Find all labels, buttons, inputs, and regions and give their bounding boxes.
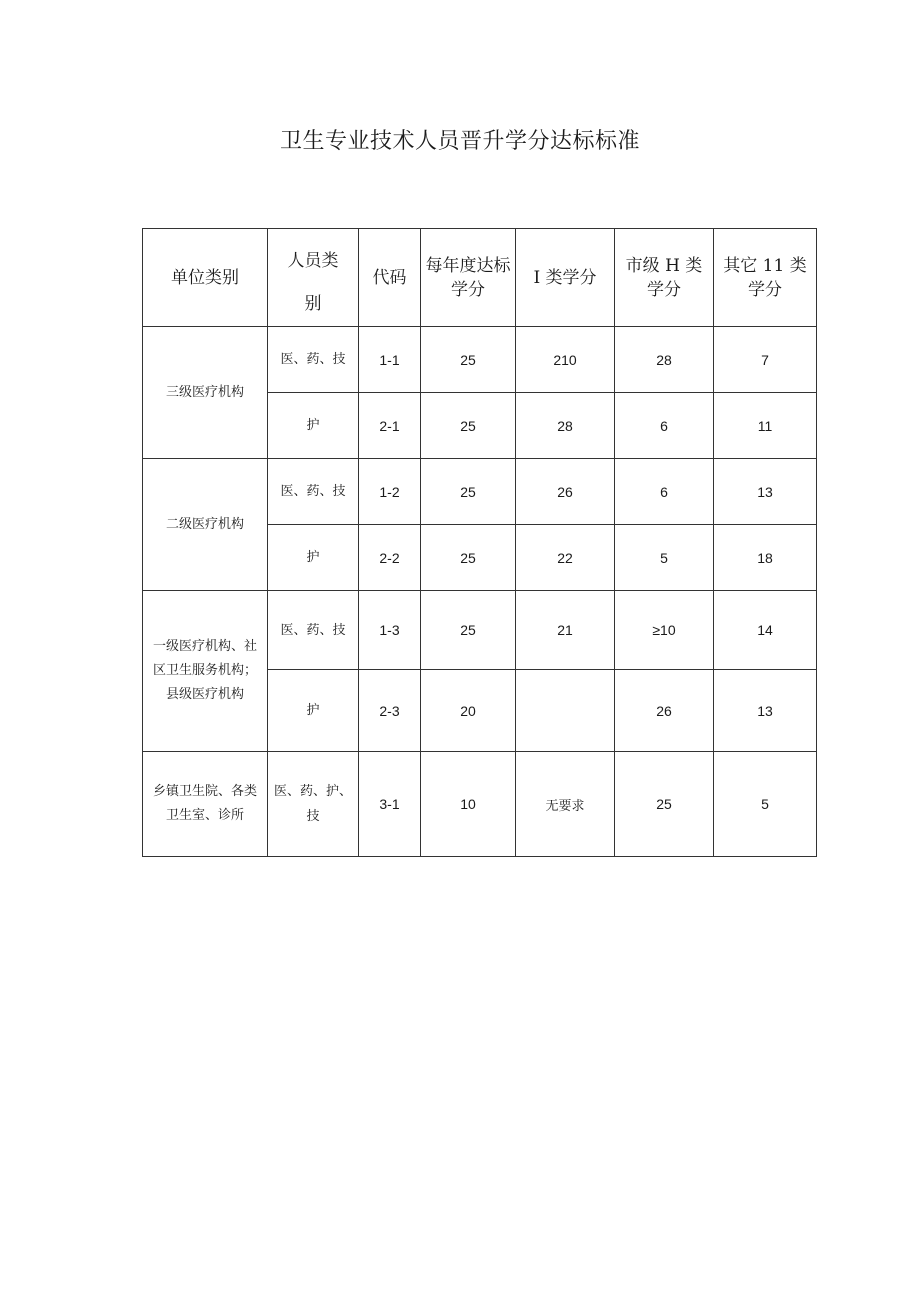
code-cell: 2-1 — [359, 393, 421, 459]
staff-category-cell: 医、药、技 — [268, 459, 359, 525]
city-credits-cell: 25 — [615, 752, 714, 857]
city-credits-cell: 6 — [615, 459, 714, 525]
annual-credits-cell: 25 — [421, 591, 516, 670]
class1-credits-cell: 28 — [516, 393, 615, 459]
table-row — [143, 459, 817, 525]
code-cell: 1-2 — [359, 459, 421, 525]
annual-credits-cell: 10 — [421, 752, 516, 857]
code-cell: 2-2 — [359, 525, 421, 591]
code-cell: 3-1 — [359, 752, 421, 857]
other-credits-cell: 7 — [714, 327, 817, 393]
unit-type-cell: 二级医疗机构 — [143, 459, 268, 591]
annual-credits-cell: 20 — [421, 670, 516, 752]
class1-credits-cell: 无要求 — [516, 752, 615, 857]
annual-credits-cell: 25 — [421, 525, 516, 591]
unit-type-cell: 一级医疗机构、社 区卫生服务机构； 县级医疗机构 — [143, 591, 268, 752]
other-credits-cell: 13 — [714, 670, 817, 752]
city-credits-cell: 28 — [615, 327, 714, 393]
other-credits-cell: 13 — [714, 459, 817, 525]
table-row — [143, 591, 817, 670]
table-row — [143, 327, 817, 393]
city-credits-cell: 5 — [615, 525, 714, 591]
class1-credits-cell — [516, 670, 615, 752]
staff-category-cell: 护 — [268, 670, 359, 752]
credit-standards-table — [142, 228, 817, 857]
staff-category-cell: 护 — [268, 525, 359, 591]
class1-credits-cell: 22 — [516, 525, 615, 591]
class1-credits-cell: 26 — [516, 459, 615, 525]
header-other-credits: 其它 11 类 学分 — [714, 229, 817, 327]
class1-credits-cell: 210 — [516, 327, 615, 393]
class1-credits-cell: 21 — [516, 591, 615, 670]
unit-type-cell: 三级医疗机构 — [143, 327, 268, 459]
staff-category-cell: 医、药、技 — [268, 591, 359, 670]
staff-category-cell: 医、药、技 — [268, 327, 359, 393]
annual-credits-cell: 25 — [421, 327, 516, 393]
city-credits-cell: 6 — [615, 393, 714, 459]
header-unit-type: 单位类别 — [143, 229, 268, 327]
other-credits-cell: 5 — [714, 752, 817, 857]
header-annual-credits: 每年度达标 学分 — [421, 229, 516, 327]
header-code: 代码 — [359, 229, 421, 327]
page-title: 卫生专业技术人员晋升学分达标标准 — [279, 129, 640, 154]
unit-type-cell: 乡镇卫生院、各类 卫生室、诊所 — [143, 752, 268, 857]
staff-category-cell: 医、药、护、 技 — [268, 752, 359, 857]
header-class1-credits: I 类学分 — [516, 229, 615, 327]
city-credits-cell: 26 — [615, 670, 714, 752]
code-cell: 1-3 — [359, 591, 421, 670]
annual-credits-cell: 25 — [421, 459, 516, 525]
code-cell: 1-1 — [359, 327, 421, 393]
annual-credits-cell: 25 — [421, 393, 516, 459]
header-city-credits: 市级 H 类 学分 — [615, 229, 714, 327]
header-row — [143, 229, 817, 327]
table-row — [143, 752, 817, 857]
other-credits-cell: 18 — [714, 525, 817, 591]
header-staff-category: 人员类 别 — [268, 229, 359, 327]
city-credits-cell: ≥10 — [615, 591, 714, 670]
code-cell: 2-3 — [359, 670, 421, 752]
other-credits-cell: 14 — [714, 591, 817, 670]
staff-category-cell: 护 — [268, 393, 359, 459]
other-credits-cell: 11 — [714, 393, 817, 459]
